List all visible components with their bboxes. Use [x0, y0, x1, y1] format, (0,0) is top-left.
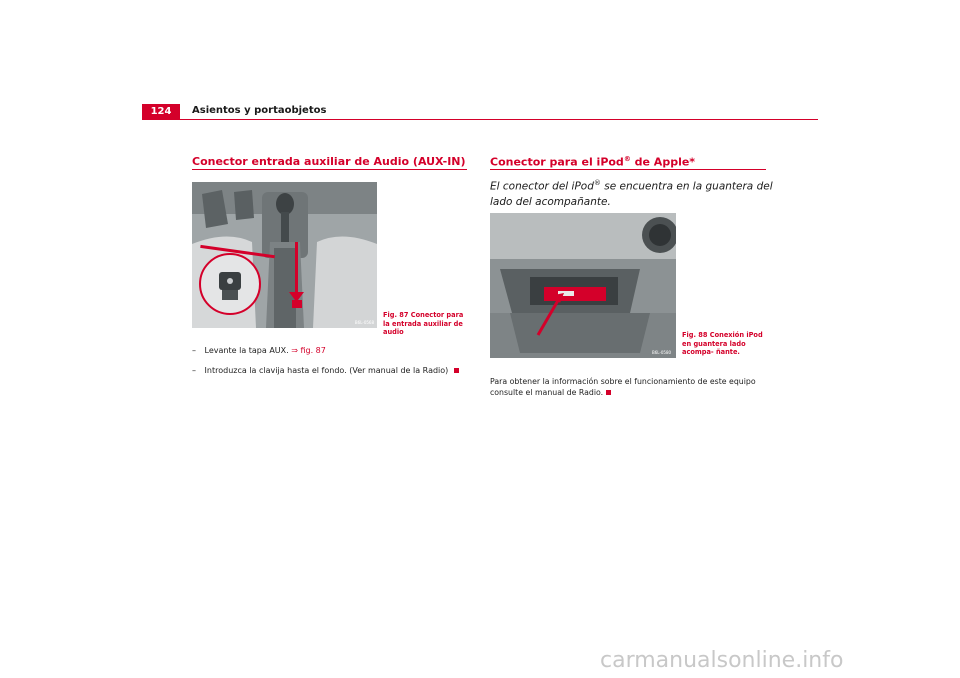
figure-code: B6L-0568 — [354, 320, 374, 325]
step-text: Introduzca la clavija hasta el fondo. (Ver manual de la Radio) — [204, 366, 449, 375]
step-dash: – — [192, 366, 196, 375]
header-rule — [142, 119, 818, 120]
running-title: Asientos y portaobjetos — [192, 105, 327, 116]
end-of-section-icon — [606, 390, 611, 395]
figure-88-caption: Fig. 88 Conexión iPod en guantera lado acompa- ñante. — [682, 331, 763, 356]
step-2 — [192, 366, 459, 375]
section-heading-ipod: Conector para el iPod® de Apple* — [490, 155, 696, 169]
page-number: 124 — [142, 104, 180, 120]
figure-87-photo — [192, 182, 377, 328]
figure-88-photo — [490, 213, 676, 358]
step-dash: – — [192, 346, 196, 355]
section-lead: El conector del iPod® se encuentra en la guantera del lado del acompañante. — [490, 179, 773, 208]
step-1 — [192, 346, 326, 355]
section-heading-rule — [192, 169, 467, 170]
aux-connector-illustration — [192, 182, 377, 328]
section-heading-rule — [490, 169, 766, 170]
section-heading-aux-in: Conector entrada auxiliar de Audio (AUX-IN) — [192, 155, 466, 168]
body-paragraph: Para obtener la información sobre el funcionamiento de este equipo consulte el manual de Radio. — [490, 377, 756, 397]
figure-87-caption: Fig. 87 Conector para la entrada auxiliar de audio — [383, 311, 464, 336]
watermark: carmanualsonline.info — [600, 648, 844, 673]
figure-reference-link[interactable]: ⇒ fig. 87 — [291, 346, 326, 355]
end-of-section-icon — [454, 368, 459, 373]
figure-code: B6L-0580 — [652, 350, 672, 355]
ipod-glovebox-illustration — [490, 213, 676, 358]
step-text: Levante la tapa AUX. — [204, 346, 289, 355]
